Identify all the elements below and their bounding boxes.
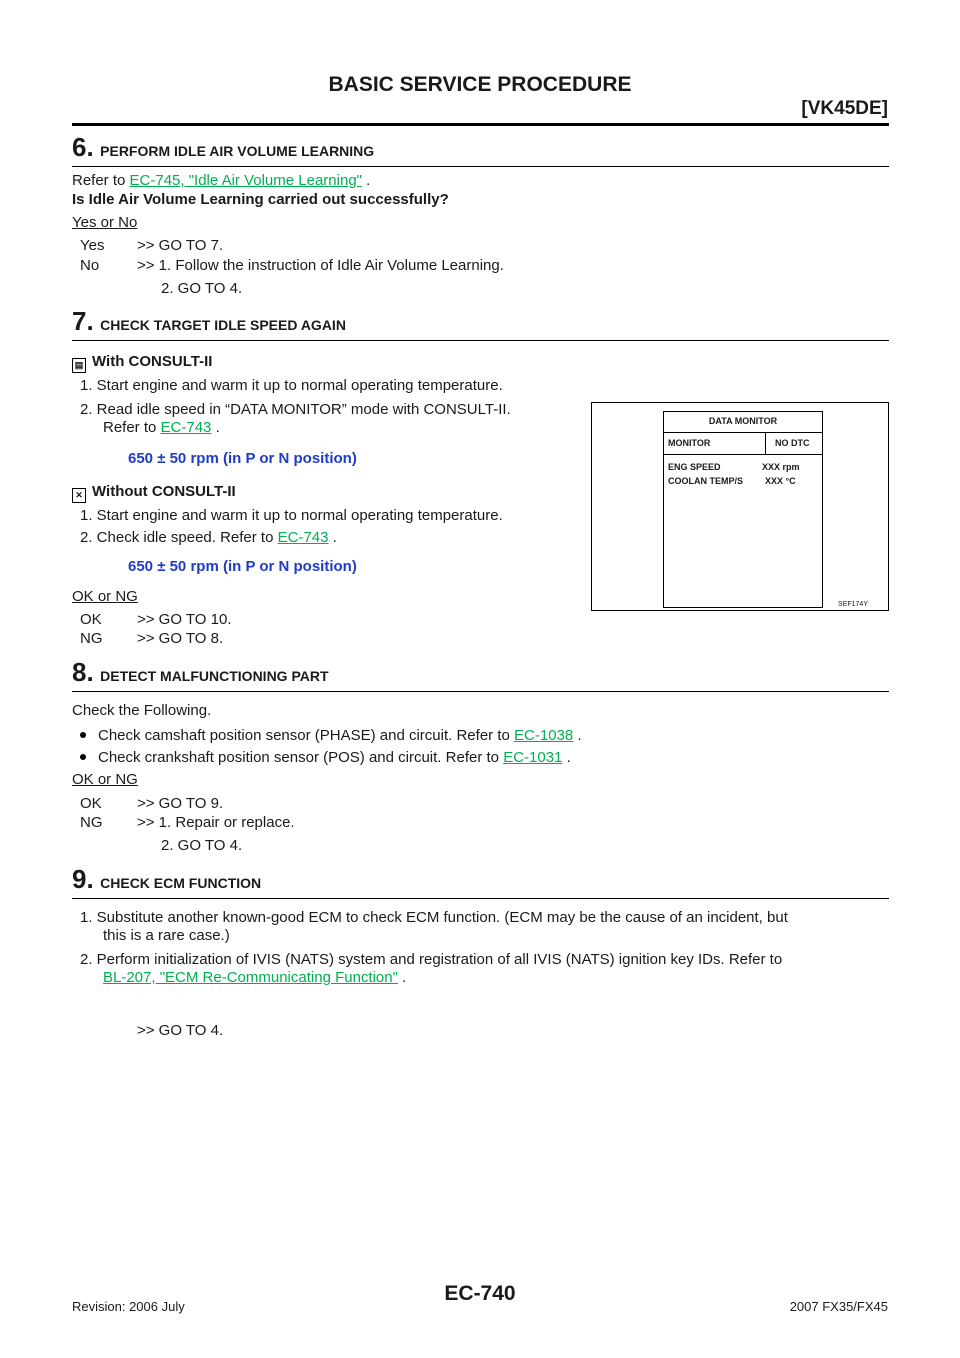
screen-col-monitor: MONITOR: [668, 438, 711, 448]
ref-link-bl207[interactable]: BL-207, "ECM Re-Communicating Function": [103, 969, 398, 986]
result-no-key: No: [80, 257, 100, 274]
engine-model-tag: [VK45DE]: [801, 98, 888, 119]
step-title: DETECT MALFUNCTIONING PART: [100, 668, 329, 684]
result-ok-text: >> GO TO 9.: [137, 795, 224, 812]
result-ng-text: >> 1. Repair or replace.: [137, 814, 295, 831]
screen-title: DATA MONITOR: [708, 416, 778, 426]
step-6-heading: [72, 132, 889, 167]
without-consult-label: ✕ Without CONSULT-II: [72, 482, 236, 503]
step-title: CHECK TARGET IDLE SPEED AGAIN: [100, 317, 346, 333]
check-item-camshaft: Check camshaft position sensor (PHASE) and circuit. Refer to EC-1038 .: [80, 726, 582, 745]
ecm-step-1-cont: this is a rare case.): [103, 927, 230, 944]
refer-line: Refer to EC-745, "Idle Air Volume Learning" .: [72, 172, 371, 189]
with-step-1: 1. Start engine and warm it up to normal operating temperature.: [80, 377, 503, 394]
with-step-2-ref: Refer to EC-743 .: [103, 419, 220, 436]
without-step-2: 2. Check idle speed. Refer to EC-743 .: [80, 529, 337, 546]
step-title: CHECK ECM FUNCTION: [100, 875, 262, 891]
ecm-step-2-ref: BL-207, "ECM Re-Communicating Function" .: [103, 969, 407, 986]
check-intro: Check the Following.: [72, 702, 212, 719]
result-yes-key: Yes: [80, 237, 105, 254]
ecm-result-text: >> GO TO 4.: [137, 1022, 224, 1039]
step-title: PERFORM IDLE AIR VOLUME LEARNING: [100, 143, 375, 159]
ref-link-ec1031[interactable]: EC-1031: [503, 749, 563, 766]
screen-row2-label: COOLAN TEMP/S: [668, 476, 744, 486]
result-ok-key: OK: [80, 611, 102, 628]
data-monitor-screen: [663, 411, 823, 608]
screen-row1-label: ENG SPEED: [668, 462, 721, 472]
screen-col-nodtc: NO DTC: [775, 438, 810, 448]
screen-divider: [664, 454, 822, 455]
choice-label: Yes or No: [72, 214, 138, 231]
result-yes-text: >> GO TO 7.: [137, 237, 224, 254]
page-number: EC-740: [444, 1282, 516, 1305]
choice-label: OK or NG: [72, 588, 138, 605]
ref-link-ec1038[interactable]: EC-1038: [514, 727, 574, 744]
figure-code: SEF174Y: [838, 601, 868, 608]
page-title: BASIC SERVICE PROCEDURE: [328, 73, 632, 96]
result-ng-key: NG: [80, 630, 103, 647]
ecm-step-1: 1. Substitute another known-good ECM to check ECM function. (ECM may be the cause of an incident, but: [80, 909, 788, 926]
no-consult-icon: ✕: [72, 488, 86, 503]
screen-row2-value: XXX °C: [765, 476, 796, 486]
idle-spec: 650 ± 50 rpm (in P or N position): [128, 558, 357, 575]
screen-col-divider: [765, 432, 766, 454]
ecm-step-2: 2. Perform initialization of IVIS (NATS) system and registration of all IVIS (NATS) ignition key IDs. Refer to: [80, 951, 783, 968]
step-7-heading: [72, 306, 889, 341]
with-step-2: 2. Read idle speed in “DATA MONITOR” mode with CONSULT-II.: [80, 401, 511, 418]
step-8-heading: [72, 657, 889, 692]
result-ng-text-2: 2. GO TO 4.: [161, 837, 243, 854]
check-item-crankshaft: Check crankshaft position sensor (POS) and circuit. Refer to EC-1031 .: [80, 748, 571, 767]
step-number: 9.: [72, 864, 94, 894]
vehicle-model: 2007 FX35/FX45: [789, 1299, 888, 1314]
choice-label: OK or NG: [72, 771, 138, 788]
screen-divider: [664, 432, 822, 433]
step-number: 7.: [72, 306, 94, 336]
header-rule: [72, 123, 889, 126]
question: Is Idle Air Volume Learning carried out successfully?: [72, 191, 449, 208]
ref-link-ec743[interactable]: EC-743: [277, 529, 329, 546]
consult-device-icon: ▤: [72, 358, 86, 373]
ref-link-ec743[interactable]: EC-743: [160, 419, 212, 436]
bullet: [80, 754, 86, 760]
idle-spec: 650 ± 50 rpm (in P or N position): [128, 450, 357, 467]
step-number: 6.: [72, 132, 94, 162]
result-no-text: >> 1. Follow the instruction of Idle Air Volume Learning.: [137, 257, 504, 274]
bullet: [80, 732, 86, 738]
screen-row1-value: XXX rpm: [762, 462, 800, 472]
result-ng-key: NG: [80, 814, 103, 831]
step-9-heading: [72, 864, 889, 899]
data-monitor-figure: [591, 402, 889, 611]
ref-link-ec745[interactable]: EC-745, "Idle Air Volume Learning": [129, 172, 362, 189]
result-ok-key: OK: [80, 795, 102, 812]
with-consult-label: ▤ With CONSULT-II: [72, 352, 212, 373]
revision-date: Revision: 2006 July: [72, 1299, 185, 1314]
step-number: 8.: [72, 657, 94, 687]
result-ok-text: >> GO TO 10.: [137, 611, 232, 628]
result-no-text-2: 2. GO TO 4.: [161, 280, 243, 297]
without-step-1: 1. Start engine and warm it up to normal operating temperature.: [80, 507, 503, 524]
result-ng-text: >> GO TO 8.: [137, 630, 224, 647]
